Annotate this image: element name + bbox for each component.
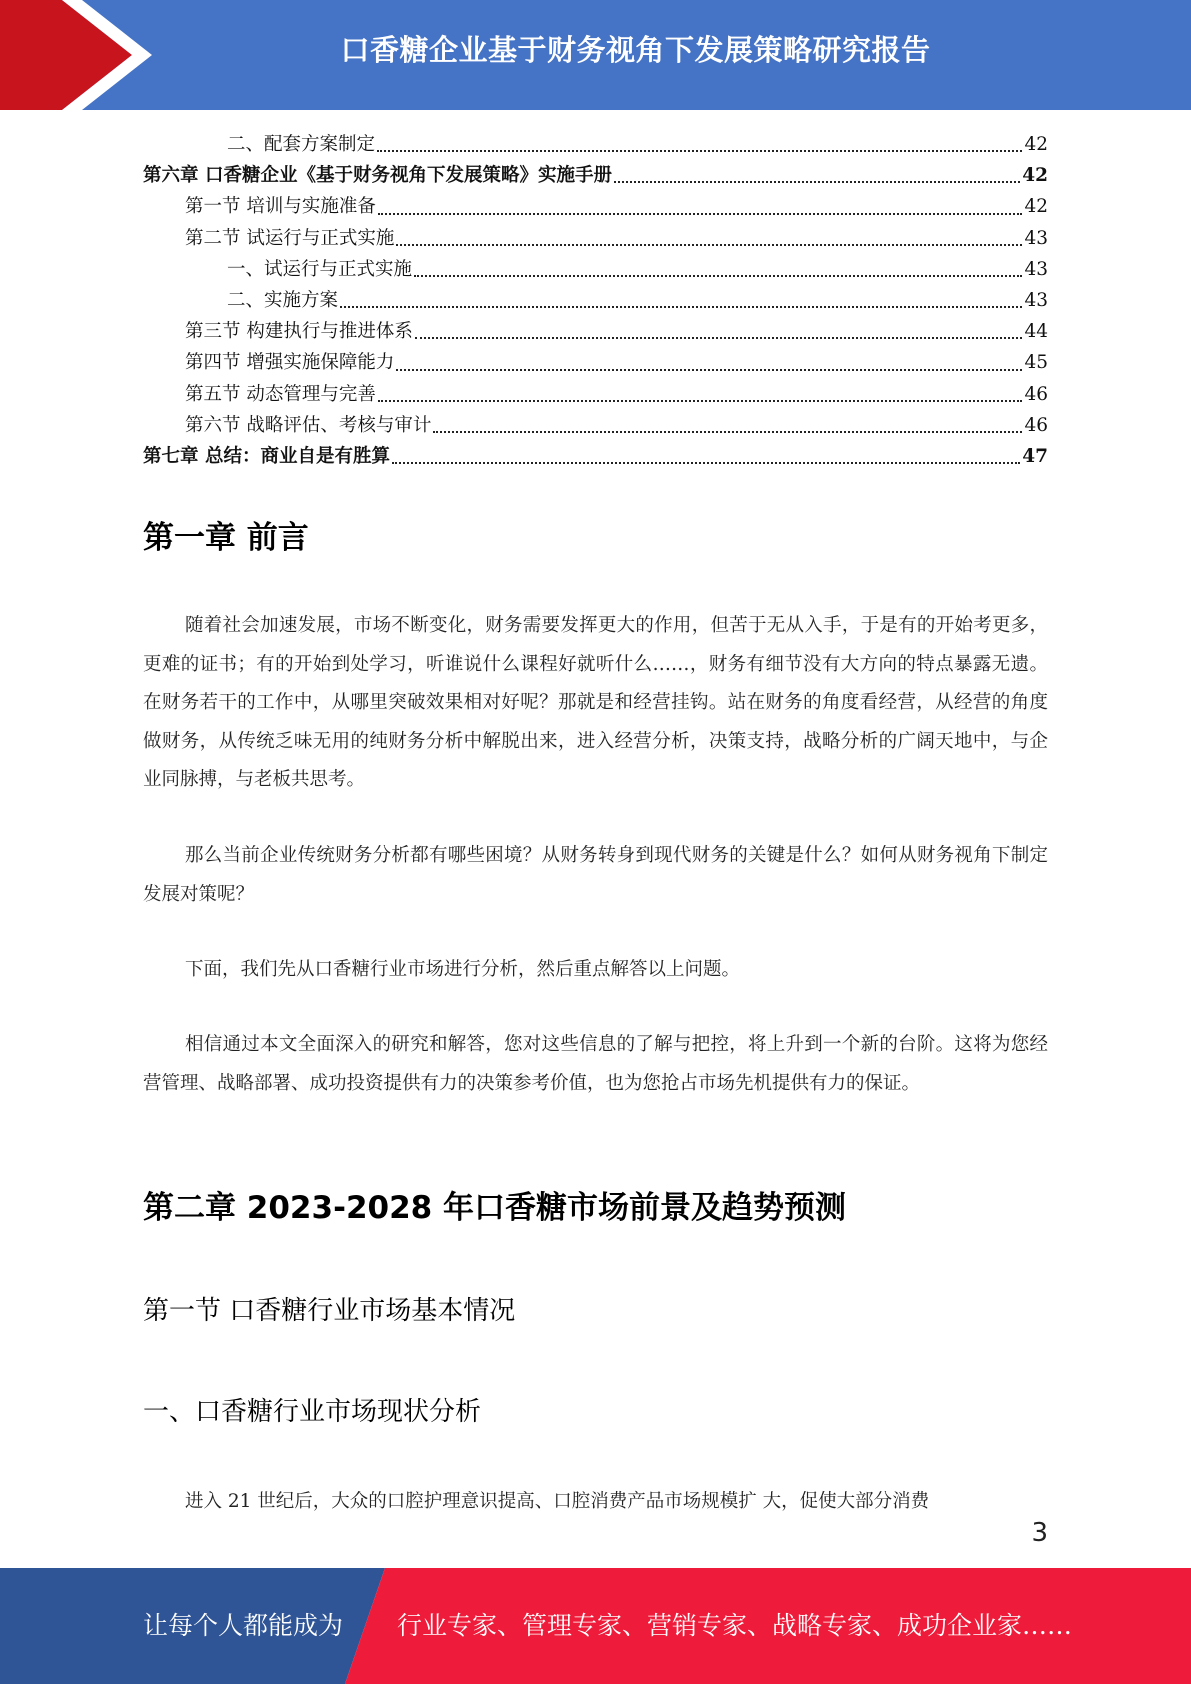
- footer-slogan-right: 行业专家、管理专家、营销专家、战略专家、成功企业家……: [397, 1611, 1073, 1640]
- toc-leader-dots: [415, 337, 1023, 339]
- toc-entry-page: 42: [1022, 165, 1048, 187]
- toc-entry[interactable]: [143, 379, 1048, 410]
- toc-entry-label: 第五节 动态管理与完善: [185, 383, 376, 405]
- toc-entry-label: 第二节 试运行与正式实施: [185, 227, 395, 249]
- chapter-1-title: 第一章 前言: [143, 520, 309, 556]
- toc-leader-dots: [396, 369, 1022, 371]
- page-header: [0, 0, 1191, 110]
- toc-entry-label: 一、试运行与正式实施: [227, 258, 413, 280]
- header-arrow-icon: [0, 0, 160, 110]
- report-title: 口香糖企业基于财务视角下发展策略研究报告: [340, 33, 931, 67]
- chapter-1-paragraph: 随着社会加速发展，市场不断变化，财务需要发挥更大的作用，但苦于无从入手，于是有的开始考更多，更难的证书；有的开始到处学习，听谁说什么课程好就听什么……，财务有细节没有大方向的特点暴露无遗。在财务若干的工作中，从哪里突破效果相对好呢？那就是和经营挂钩。站在财务的角度看经营，从经营的角度做财务，从传统乏味无用的纯财务分析中解脱出来，进入经营分析，决策支持，战略分析的广阔天地中，与企业同脉搏，与老板共思考。: [143, 615, 1048, 790]
- page-number: 3: [1031, 1518, 1048, 1548]
- chapter-1-paragraph: 下面，我们先从口香糖行业市场进行分析，然后重点解答以上问题。: [185, 959, 741, 980]
- toc-leader-dots: [340, 306, 1022, 308]
- toc-entry-page: 46: [1024, 414, 1048, 436]
- toc-entry[interactable]: [143, 254, 1048, 285]
- toc-entry-page: 45: [1024, 352, 1048, 374]
- toc-entry[interactable]: [143, 410, 1048, 441]
- toc-entry-page: 47: [1022, 445, 1048, 467]
- toc-entry-label: 第一节 培训与实施准备: [185, 196, 376, 218]
- chapter-2-title: 第二章 2023-2028 年口香糖市场前景及趋势预测: [143, 1190, 847, 1226]
- chapter-1-paragraph: 那么当前企业传统财务分析都有哪些困境？从财务转身到现代财务的关键是什么？如何从财务视角下制定发展对策呢？: [143, 845, 1048, 905]
- toc-leader-dots: [433, 431, 1022, 433]
- toc-leader-dots: [396, 244, 1022, 246]
- subsection-title: 一、口香糖行业市场现状分析: [143, 1397, 482, 1427]
- toc-entry-label: 第三节 构建执行与推进体系: [185, 321, 413, 343]
- toc-entry[interactable]: [143, 223, 1048, 254]
- chapter-1-paragraph: 相信通过本文全面深入的研究和解答，您对这些信息的了解与把控，将上升到一个新的台阶。这将为您经营管理、战略部署、成功投资提供有力的决策参考价值，也为您抢占市场先机提供有力的保证。: [143, 1034, 1048, 1094]
- toc-entry[interactable]: [143, 129, 1048, 160]
- section-title: 第一节 口香糖行业市场基本情况: [143, 1296, 516, 1326]
- toc-entry-page: 44: [1024, 321, 1048, 343]
- toc-leader-dots: [414, 275, 1022, 277]
- toc-entry[interactable]: [143, 160, 1048, 191]
- table-of-contents: [143, 129, 1048, 472]
- toc-leader-dots: [378, 213, 1023, 215]
- toc-entry-label: 第六章 口香糖企业《基于财务视角下发展策略》实施手册: [143, 165, 612, 187]
- toc-leader-dots: [392, 462, 1020, 464]
- page-footer: [0, 1568, 1191, 1684]
- toc-entry[interactable]: [143, 191, 1048, 222]
- toc-entry-label: 第七章 总结：商业自是有胜算: [143, 445, 390, 467]
- toc-entry-page: 43: [1024, 227, 1048, 249]
- toc-leader-dots: [614, 181, 1020, 183]
- toc-entry-label: 二、实施方案: [227, 289, 339, 311]
- chapter-2-paragraph: 进入 21 世纪后，大众的口腔护理意识提高、口腔消费产品市场规模扩 大，促使大部分消费: [185, 1491, 930, 1512]
- toc-leader-dots: [377, 150, 1022, 152]
- toc-entry-page: 46: [1024, 383, 1048, 405]
- toc-entry[interactable]: [143, 441, 1048, 472]
- toc-entry-label: 二、配套方案制定: [227, 134, 376, 155]
- toc-entry-label: 第四节 增强实施保障能力: [185, 352, 395, 374]
- toc-entry-page: 42: [1024, 134, 1048, 155]
- toc-entry-page: 42: [1024, 196, 1048, 218]
- toc-entry[interactable]: [143, 285, 1048, 316]
- toc-entry-page: 43: [1024, 258, 1048, 280]
- toc-leader-dots: [378, 400, 1023, 402]
- toc-entry[interactable]: [143, 347, 1048, 378]
- footer-slogan-left: 让每个人都能成为: [143, 1611, 344, 1640]
- toc-entry-label: 第六节 战略评估、考核与审计: [185, 414, 432, 436]
- toc-entry[interactable]: [143, 316, 1048, 347]
- toc-entry-page: 43: [1024, 289, 1048, 311]
